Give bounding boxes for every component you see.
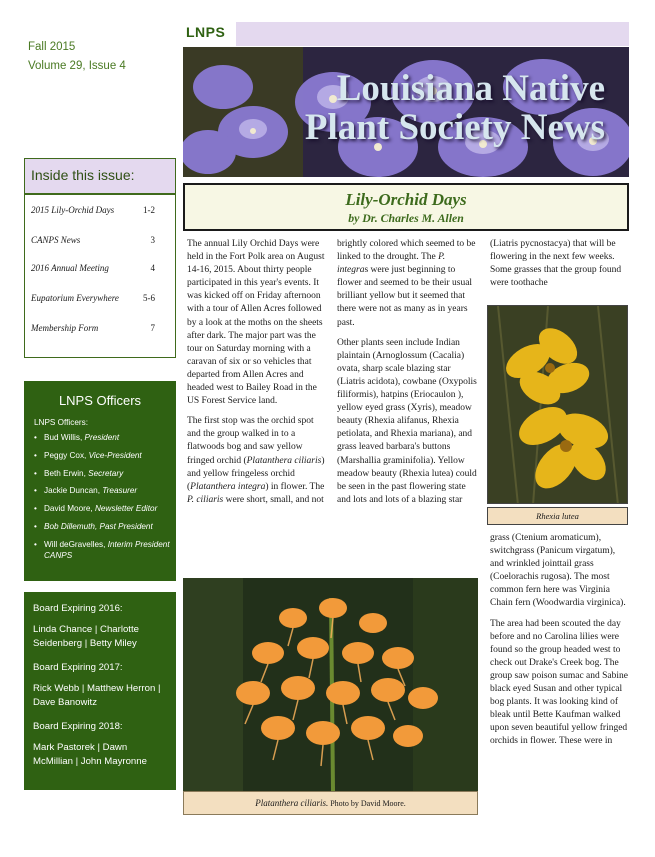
table-of-contents [24,158,176,358]
text-run: brightly colored which seemed to be linked to the drought. The [337,239,476,263]
caption-credit: Photo by David Moore. [330,799,406,808]
officer-item [34,450,176,461]
species-name: Platanthera integra [190,481,266,492]
toc-item[interactable] [31,205,171,223]
article-header [183,183,629,231]
masthead-title [183,47,629,177]
article-column-3-continued [490,532,628,756]
officers-subheading: LNPS Officers: [34,418,88,427]
article-paragraph: The annual Lily Orchid Days were held in the Fort Polk area on August 14-16, 2015. About thirty people participated in this year's events. It was kicked off on Friday afternoon with a tour of Allen Acres followed by a look at the moths on the sheets after dark. The major part was the tour on Saturday morning with a caravan of six or so vehicles that departed from Allen Acres and headed west to Bailey Road in the US Forest Service land. [187,239,325,407]
masthead-banner [183,47,629,177]
rhexia-lutea-photo [487,305,628,504]
officers-list [34,432,176,561]
toc-item[interactable] [31,323,171,341]
article-column-1 [187,238,327,514]
board-names: Rick Webb | Matthew Herron | Dave Banowitz [33,683,161,708]
toc-item-pages: 4 [150,263,155,273]
officer-name: Will deGravelles, [44,539,108,549]
platanthera-caption [183,791,478,815]
issue-volume: Volume 29, Issue 4 [28,60,126,72]
yellow-flower-image [488,306,628,504]
toc-item-pages: 7 [150,323,155,333]
board-block [33,720,167,768]
toc-item[interactable] [31,263,171,281]
toc-item-title: Eupatorium Everywhere [31,293,119,303]
officers-box [24,381,176,581]
toc-item-title: CANPS News [31,235,81,245]
text-run: ) and yellow fringeless orchid ( [187,455,325,492]
toc-item-pages: 5-6 [143,293,155,303]
toc-item[interactable] [31,293,171,311]
article-paragraph [337,238,477,330]
toc-item-pages: 3 [150,235,155,245]
text-run: The first stop was the orchid spot and the group walked in to a flatwoods bog and saw yellow fringed orchid ( [187,416,314,466]
masthead-bar [236,22,629,46]
board-label: Board Expiring 2016: [33,603,123,614]
orange-orchid-image [183,578,478,791]
article-title: Lily-Orchid Days [345,190,467,209]
masthead-title-line2: Plant Society News [304,107,605,148]
board-names: Linda Chance | Charlotte Seidenberg | Betty Miley [33,624,139,649]
board-block [33,602,167,650]
officer-role: Interim President CANPS [44,539,170,560]
officer-item [34,432,176,443]
board-label: Board Expiring 2017: [33,662,123,673]
caption-species: Platanthera ciliaris. [255,798,329,808]
toc-item[interactable] [31,235,171,253]
article-byline: by Dr. Charles M. Allen [348,211,464,225]
article-column-3 [490,238,628,297]
officers-heading: LNPS Officers [58,393,142,408]
text-run: were short, small, and not [223,494,324,505]
issue-season: Fall 2015 [28,41,76,53]
toc-item-title: 2015 Lily-Orchid Days [31,205,115,215]
board-names: Mark Pastorek | Dawn McMillian | John Mayronne [33,742,147,767]
officer-name: Peggy Cox, [44,450,89,460]
officer-name: Bud Willis, [44,433,85,442]
article-paragraph [187,415,327,507]
masthead-title-line1: Louisiana Native [336,68,605,109]
lnps-tag: LNPS [186,24,226,40]
officer-name: David Moore, [44,504,95,514]
species-name: Platanthera ciliaris [246,455,322,466]
board-block [33,661,167,709]
officer-item [34,503,176,514]
platanthera-photo [183,578,478,791]
rhexia-lutea-caption: Rhexia lutea [487,507,628,525]
board-label: Board Expiring 2018: [33,721,123,732]
officer-role: Treasurer [102,486,138,496]
officer-role: Secretary [88,468,124,478]
species-name: P. integra [337,252,446,276]
officer-name: Beth Erwin, [44,468,89,478]
officer-role: Newsletter Editor [94,504,158,514]
text-run: s were just beginning to flower and seemed to be their usual brilliant yellow but it seemed that there were not as many as in years past. [337,265,473,328]
article-paragraph: The area had been scouted the day before and no Carolina lilies were found so the group headed west to check out Drake's Creek bog. The group saw poison sumac and Sabine black eyed Susan and other typical bog plants. It was looking kind of bleak until Bette Kaufman walked upon seven beautiful yellow fringed orchids in flower. These were in [490,618,628,747]
officer-item [34,468,176,479]
toc-item-pages: 1-2 [143,205,155,215]
officer-item [34,539,176,561]
officer-role: President [84,433,120,442]
officer-role: Vice-President [88,450,142,460]
article-paragraph: grass (Ctenium aromaticum), switchgrass (Panicum virgatum), and wrinkled jointtail grass (Coelorachis rugosa). The most common fern here was Virginia Chain fern (Woodwardia virginica). [490,533,626,609]
officer-item [34,485,176,496]
article-paragraph: (Liatris pycnostacya) that will be flowering in the next few weeks. Some grasses that the group found were toothache [490,239,622,289]
toc-item-title: 2016 Annual Meeting [31,263,109,273]
article-column-2 [337,238,477,514]
officer-name: Bob Dillemuth, Past President [44,521,153,531]
issue-meta [28,38,126,76]
text-run: ) in flower. The [265,481,325,492]
species-name: P. ciliaris [187,494,224,505]
toc-item-title: Membership Form [31,323,99,333]
article-paragraph: Other plants seen include Indian plaintain (Arnoglossum (Cacalia) ovata, sharp scale blazing star (Liatris acidota), cowbane (Oxypolis filiformis), hatpins (Eriocaulon ), yellow eyed grass (Xyris), meadow beauty (Rhexia alifanus, Rhexia petiolata, and Rhexia mariana), and grass leaved barbara's buttons (Marshallia graminifolia). Yellow meadow beauty (Rhexia lutea) could be seen in the past flowering state and lots and lots of a blazing star [337,337,477,505]
officer-item [34,521,176,532]
board-box [24,592,176,790]
officer-name: Jackie Duncan, [44,486,103,496]
toc-header: Inside this issue: [25,159,175,195]
